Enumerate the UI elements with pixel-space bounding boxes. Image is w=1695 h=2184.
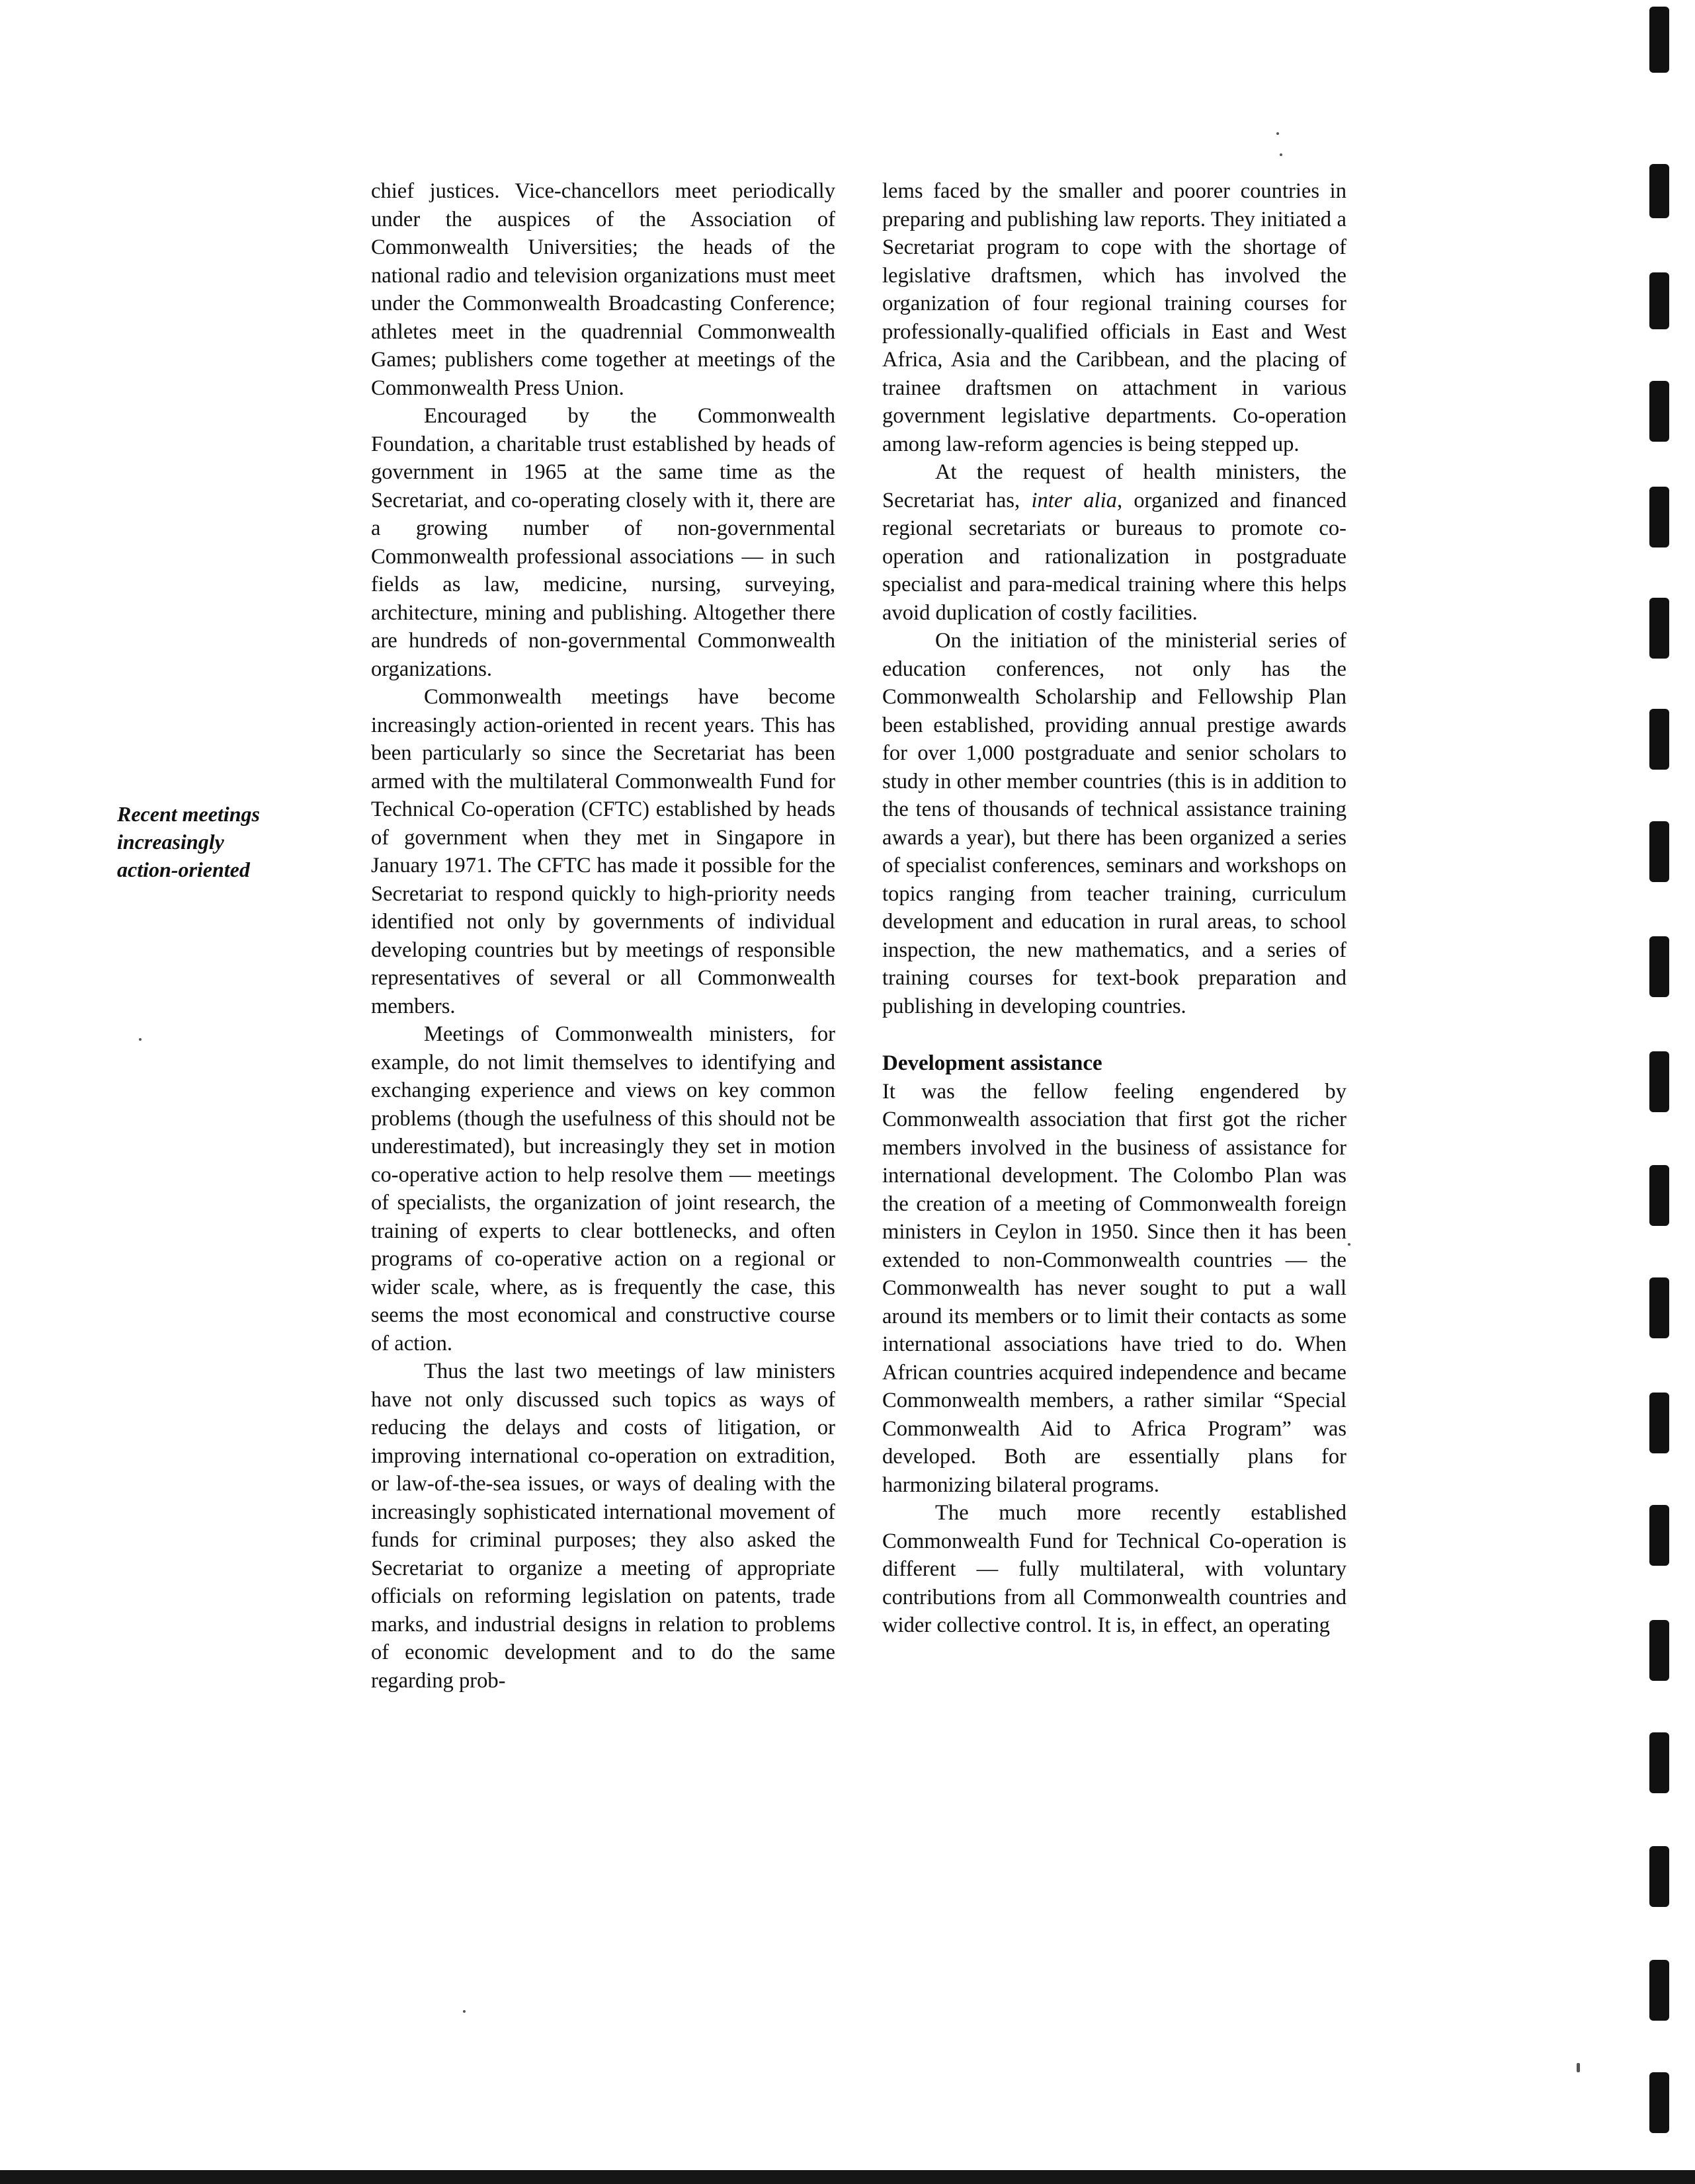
- margin-note-line: action-oriented: [117, 858, 250, 881]
- scan-speck: [1276, 132, 1279, 135]
- binder-mark: [1649, 598, 1669, 659]
- binder-mark: [1649, 2072, 1669, 2133]
- binder-mark: [1649, 936, 1669, 997]
- paragraph: On the initiation of the ministerial series of education conferences, not only has the Commonwealth Scholarship and Fellowship Plan been established, providing annual prestige awards for over 1,000 postgraduate and senior scholars to study in other member countries (this is in addition to the tens of thousands of technical assistance training awards a year), but there has been organized a series of specialist conferences, seminars and workshops on topics ranging from teacher training, curriculum development and education in rural areas, to school inspection, the new mathematics, and a series of training courses for text-book preparation and publishing in developing countries.: [882, 629, 1346, 1018]
- margin-note: [117, 800, 335, 883]
- binder-mark: [1649, 487, 1669, 547]
- binder-mark: [1649, 709, 1669, 770]
- binder-mark: [1649, 7, 1669, 73]
- paragraph: Encouraged by the Commonwealth Foundation, a charitable trust established by heads of government in 1965 at the same time as the Secretariat, and co-operating closely with it, there are a growing number of non-governmental Commonwealth professional associations — in such fields as law, medicine, nursing, surveying, architecture, mining and publishing. Altogether there are hundreds of non-governmental Commonwealth organizations.: [371, 404, 835, 681]
- binder-mark: [1649, 1393, 1669, 1453]
- paragraph-text: At the request of health ministers, the Secretariat has,: [882, 460, 1346, 512]
- paragraph-text: , organized and financed regional secretariats or bureaus to promote co-operation and rationalization in postgraduate specialist and para-medical training where this helps avoid duplication of costly facilities.: [882, 488, 1347, 625]
- paragraph: Thus the last two meetings of law ministers have not only discussed such topics as ways of reducing the delays and costs of litigation, or improving international co-operation on extradition, or law-of-the-sea issues, or ways of dealing with the increasingly sophisticated international movement of funds for criminal purposes; they also asked the Secretariat to organize a meeting of appropriate officials on reforming legislation on patents, trade marks, and industrial designs in relation to problems of economic development and to do the same regarding prob-: [371, 1359, 835, 1693]
- left-column: [371, 177, 835, 1695]
- scan-speck: [1348, 1243, 1350, 1246]
- bottom-edge: [0, 2170, 1695, 2184]
- binder-mark: [1649, 1051, 1669, 1112]
- binder-mark: [1649, 381, 1669, 442]
- paragraph: lems faced by the smaller and poorer countries in preparing and publishing law reports. They initiated a Secretariat program to cope with the shortage of legislative draftsmen, which has involved the organization of four regional training courses for professionally-qualified officials in East and West Africa, Asia and the Caribbean, and the placing of trainee draftsmen on attachment in various government legislative departments. Co-operation among law-reform agencies is being stepped up.: [882, 179, 1346, 456]
- binder-mark: [1649, 1165, 1669, 1226]
- binder-mark: [1649, 1620, 1669, 1681]
- section-heading: Development assistance: [882, 1051, 1102, 1075]
- margin-note-line: increasingly: [117, 830, 224, 854]
- italic-phrase: inter alia: [1031, 488, 1117, 512]
- binder-mark: [1649, 1505, 1669, 1566]
- scan-speck: [463, 2010, 466, 2013]
- paragraph: Commonwealth meetings have become increasingly action-oriented in recent years. This has been particularly so since the Secretariat has been armed with the multilateral Commonwealth Fund for Technical Co-operation (CFTC) established by heads of government when they met in Singapore in January 1971. The CFTC has made it possible for the Secretariat to respond quickly to high-priority needs identified not only by governments of individual developing countries but by meetings of responsible representatives of several or all Commonwealth members.: [371, 685, 835, 1018]
- scan-speck: [1577, 2063, 1580, 2072]
- scan-speck: [1280, 153, 1282, 156]
- right-column: [882, 177, 1346, 1640]
- binder-mark: [1649, 821, 1669, 882]
- binder-mark: [1649, 1277, 1669, 1338]
- binder-mark: [1649, 1846, 1669, 1907]
- binder-mark: [1649, 1960, 1669, 2021]
- scan-speck: [139, 1038, 142, 1041]
- binder-mark: [1649, 1732, 1669, 1793]
- paragraph: The much more recently established Commonwealth Fund for Technical Co-operation is different — fully multilateral, with voluntary contributions from all Commonwealth countries and wider collective control. It is, in effect, an operating: [882, 1501, 1346, 1637]
- paragraph: It was the fellow feeling engendered by Commonwealth association that first got the richer members involved in the business of assistance for international development. The Colombo Plan was the creation of a meeting of Commonwealth foreign ministers in Ceylon in 1950. Since then it has been extended to non-Commonwealth countries — the Commonwealth has never sought to put a wall around its members or to limit their contacts as some international associations have tried to do. When African countries acquired independence and became Commonwealth members, a rather similar “Special Commonwealth Aid to Africa Program” was developed. Both are essentially plans for harmonizing bilateral programs.: [882, 1079, 1346, 1497]
- paragraph: Meetings of Commonwealth ministers, for example, do not limit themselves to identifying and exchanging experience and views on key common problems (though the usefulness of this should not be underestimated), but increasingly they set in motion co-operative action to help resolve them — meetings of specialists, the organization of joint research, the training of experts to clear bottlenecks, and often programs of co-operative action on a regional or wider scale, where, as is frequently the case, this seems the most economical and constructive course of action.: [371, 1022, 835, 1355]
- margin-note-line: Recent meetings: [117, 802, 260, 826]
- paragraph: [882, 458, 1346, 627]
- binder-mark: [1649, 272, 1669, 329]
- paragraph: chief justices. Vice-chancellors meet periodically under the auspices of the Association of Commonwealth Universities; the heads of the national radio and television organizations must meet under the Commonwealth Broadcasting Conference; athletes meet in the quadrennial Commonwealth Games; publishers come together at meetings of the Commonwealth Press Union.: [371, 179, 835, 400]
- binder-mark: [1649, 164, 1669, 218]
